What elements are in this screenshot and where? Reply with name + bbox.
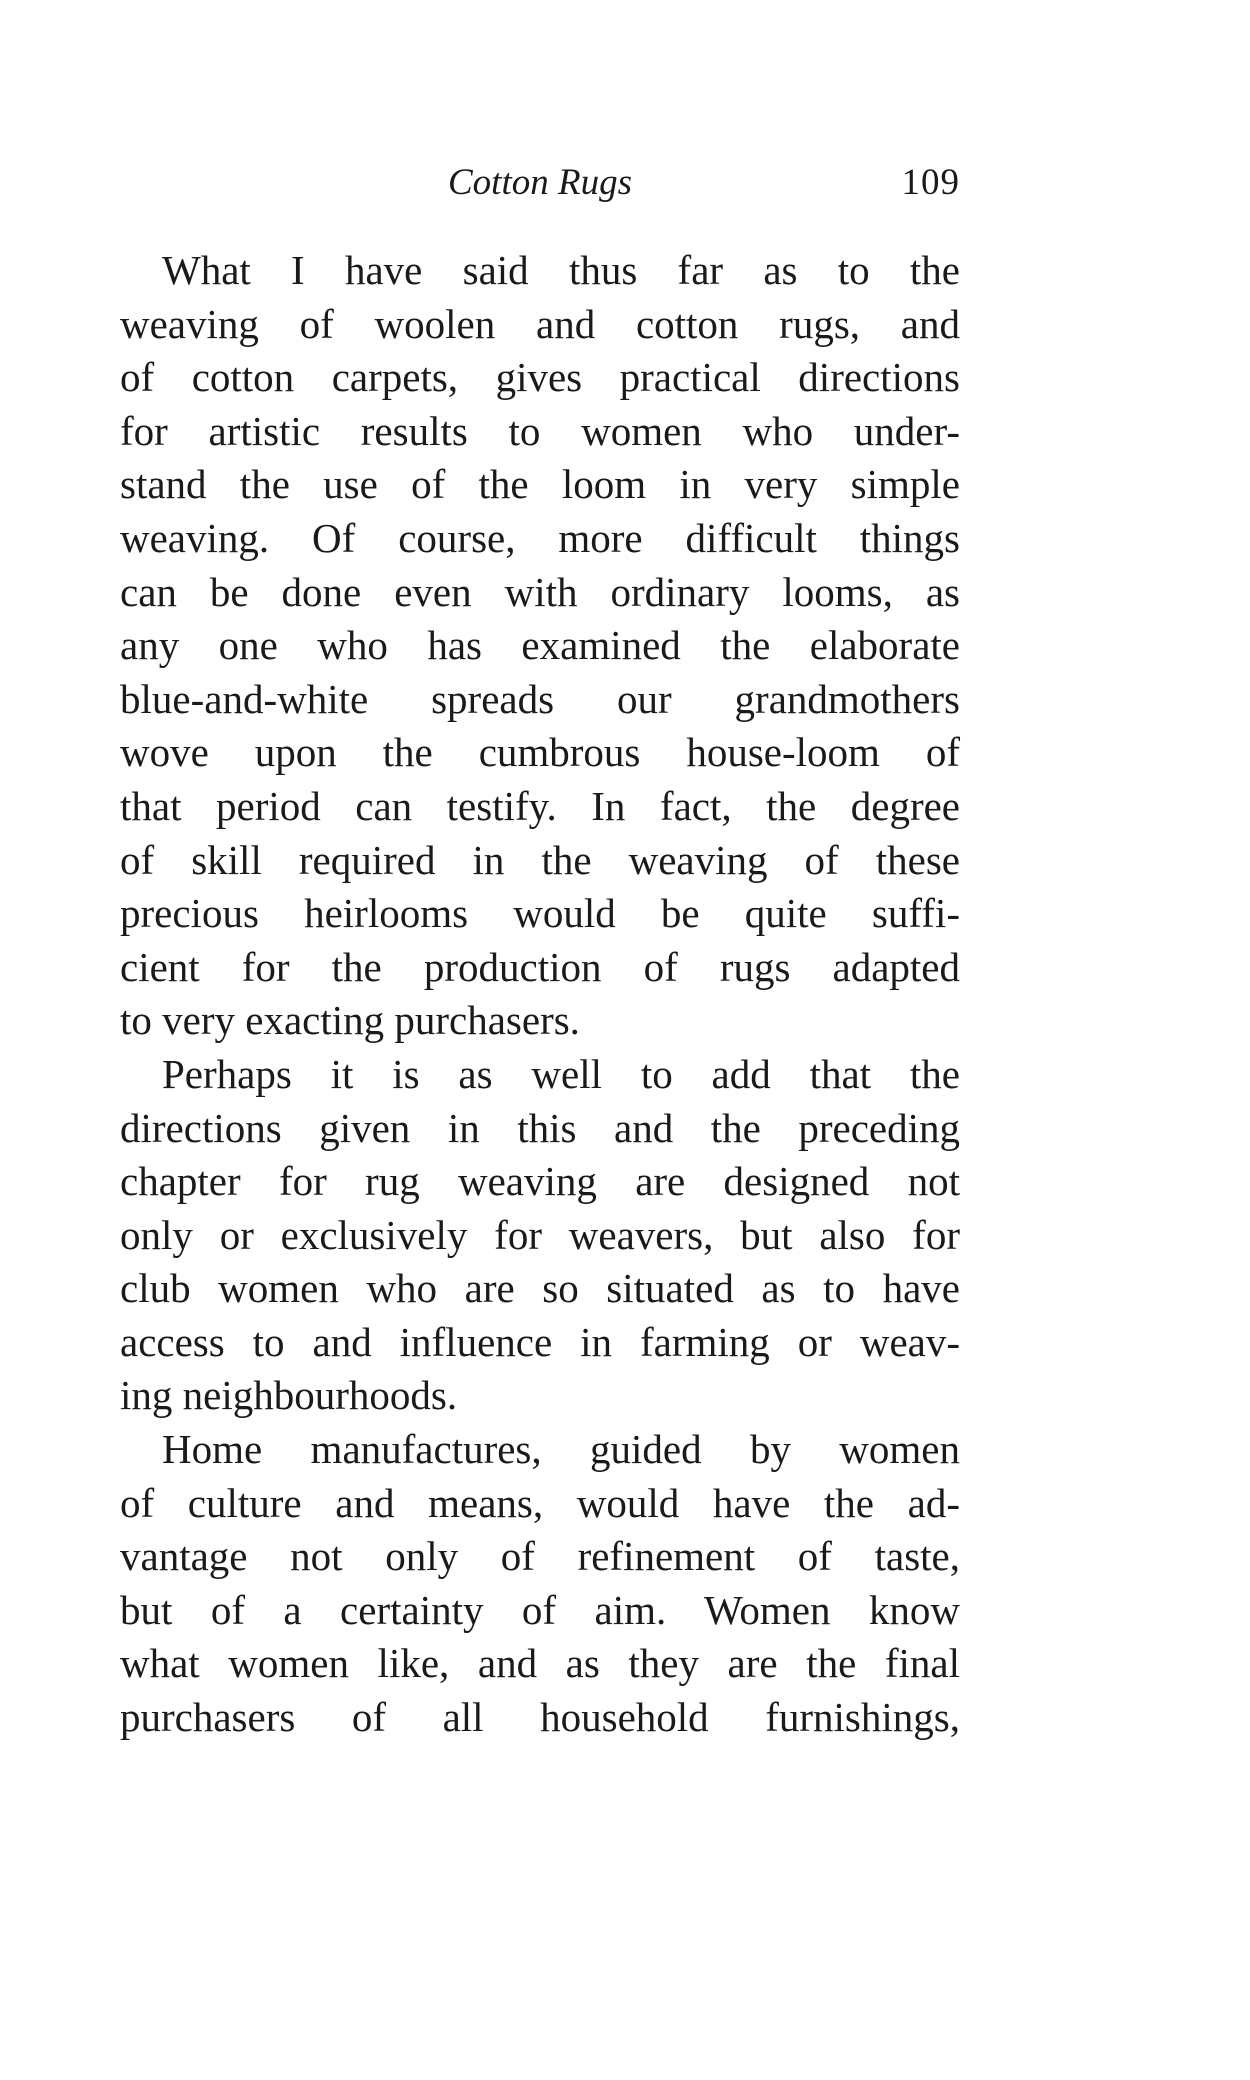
text-line: blue-and-white spreads our grandmothers	[120, 675, 960, 722]
text-line: directions given in this and the preceding	[120, 1104, 960, 1151]
text-line: what women like, and as they are the final	[120, 1640, 960, 1687]
text-line: cient for the production of rugs adapted	[120, 943, 960, 990]
text-line: access to and influence in farming or weav-	[120, 1318, 960, 1365]
text-line: wove upon the cumbrous house-loom of	[120, 729, 960, 776]
text-line: What I have said thus far as to the	[162, 247, 960, 293]
running-title: Cotton Rugs	[448, 162, 632, 203]
text-line: weaving of woolen and cotton rugs, and	[120, 300, 960, 347]
paragraph-3	[120, 1423, 960, 1745]
text-line: for artistic results to women who under-	[120, 407, 960, 454]
text-line: precious heirlooms would be quite suffi-	[120, 890, 960, 937]
text-line: of culture and means, would have the ad-	[120, 1479, 960, 1526]
text-line: purchasers of all household furnishings,	[120, 1694, 960, 1741]
text-line: that period can testify. In fact, the degree	[120, 782, 960, 829]
text-line: only or exclusively for weavers, but also for	[120, 1211, 960, 1258]
paragraph-1	[120, 244, 960, 1048]
text-line: can be done even with ordinary looms, as	[120, 568, 960, 615]
page-number: 109	[901, 162, 960, 203]
text-line: Perhaps it is as well to add that the	[162, 1050, 960, 1097]
text-line: weaving. Of course, more difficult things	[120, 514, 960, 561]
body-text	[120, 244, 960, 1745]
text-line: vantage not only of refinement of taste,	[120, 1533, 960, 1580]
running-head	[120, 158, 960, 208]
text-line: but of a certainty of aim. Women know	[120, 1586, 960, 1633]
text-line: chapter for rug weaving are designed not	[120, 1158, 960, 1205]
text-line: club women who are so situated as to have	[120, 1265, 960, 1312]
text-line: of cotton carpets, gives practical directions	[120, 354, 960, 401]
text-line: ing neighbourhoods.	[120, 1372, 458, 1419]
paragraph-2	[120, 1048, 960, 1423]
text-line: to very exacting purchasers.	[120, 997, 580, 1044]
text-line: stand the use of the loom in very simple	[120, 461, 960, 508]
text-line: Home manufactures, guided by women	[162, 1426, 960, 1473]
text-line: of skill required in the weaving of these	[120, 836, 960, 883]
text-line: any one who has examined the elaborate	[120, 622, 960, 669]
